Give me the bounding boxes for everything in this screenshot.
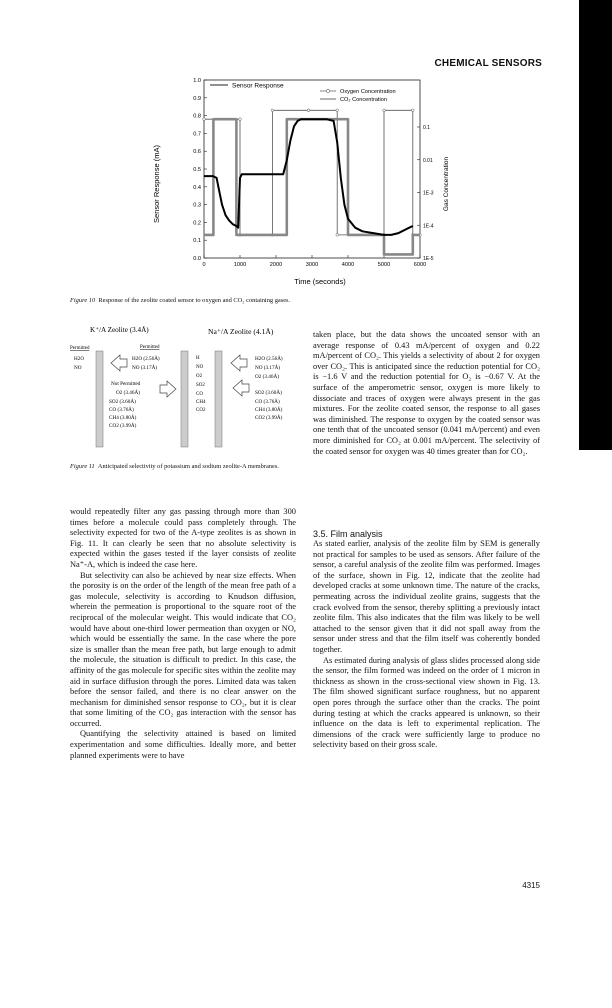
- na-np-co2: CO2 (3.99Å): [255, 415, 283, 421]
- na-permitted-o2: O2 (3.46Å): [255, 374, 279, 380]
- oxygen-point: [271, 109, 274, 112]
- section-header: CHEMICAL SENSORS: [434, 58, 542, 69]
- figure-11-diagram: [70, 322, 300, 452]
- na-np-ch4: CH4 (3.80Å): [255, 407, 283, 413]
- k-np-ch4: CH4 (3.80Å): [109, 415, 137, 421]
- na-arrow-left-icon-2: [233, 380, 249, 396]
- oxygen-point: [307, 109, 310, 112]
- oxygen-point: [239, 118, 242, 121]
- na-left-4: CO: [196, 392, 203, 397]
- x-tick-label: 6000: [413, 262, 427, 268]
- right-column-bottom: [313, 539, 540, 751]
- k-left-no: NO: [74, 365, 82, 371]
- page-number: 4315: [522, 881, 540, 890]
- figure-10-chart: [150, 72, 450, 290]
- x-axis-label: Time (seconds): [294, 277, 346, 286]
- oxygen-point: [336, 234, 339, 237]
- y-tick-label: 0.8: [193, 113, 201, 120]
- na-left-3: SO2: [196, 383, 205, 388]
- na-np-co: CO (3.76Å): [255, 399, 280, 405]
- k-not-permitted-heading: Not Permitted: [111, 381, 141, 387]
- oxygen-point: [336, 109, 339, 112]
- y-tick-label: 0.5: [193, 167, 201, 173]
- k-permitted-heading: Permitted: [140, 345, 160, 350]
- figure-10-caption: [70, 297, 510, 305]
- y-right-tick-label: 0.1: [423, 125, 430, 131]
- right-paragraph-2: As stated earlier, analysis of the zeolite film by SEM is generally not practical for samples to be used as sensors. After failure of the sensor, a careful analysis of the zeolite film was performed. Images of the surface, shown in Fig. 12, indicate that the zeolite had developed cracks at some unknown time. The nature of the cracks, permeating across the individual zeolite grains, suggests that the crack evolved from the sensor, thereby splitting a previously intact zeolite film. This also indicates that the film was likely to be well attached to the sensor given that it did not spall away from the sensor under stress and that the film itself was coherently bonded together.: [313, 539, 540, 654]
- y-right-tick-label: 1E-4: [423, 223, 434, 230]
- legend-co2: CO₂ Concentration: [340, 97, 387, 103]
- na-left-2: O2: [196, 374, 203, 379]
- na-arrow-left-icon: [231, 355, 247, 371]
- oxygen-point: [412, 109, 415, 112]
- right-paragraph-3: As estimated during analysis of glass slides processed along side the sensor, the film formed was indeed on the order of 1 micron in thickness as shown in the cross-sectional view shown in Fig. 13. The film showed significant surface roughness, but no apparent open pores through the surface other than the cracks. The point during testing at which the cracks appeared is unknown, so their influence on the data is left to experimental replication. The dimensions of the crack were sufficiently large to produce no selectivity based on their gross scale.: [313, 655, 541, 750]
- k-arrow-right-icon: [160, 381, 176, 397]
- y-tick-label: 0.3: [193, 202, 201, 209]
- legend-sensor: Sensor Response: [232, 82, 284, 90]
- figure-11-label: Figure 11: [70, 463, 95, 470]
- y-tick-label: 0.9: [193, 95, 201, 102]
- y-tick-label: 0.7: [193, 131, 201, 138]
- thumb-tab: [579, 0, 612, 450]
- x-tick-label: 4000: [341, 262, 355, 268]
- y-axis-label: Sensor Response (mA): [152, 145, 161, 223]
- k-np-o2: O2 (3.46Å): [116, 390, 140, 396]
- na-np-so2: SO2 (3.60Å): [255, 390, 282, 396]
- na-left-0: H: [196, 356, 200, 361]
- x-tick-label: 0: [202, 262, 206, 268]
- legend-marker-oxygen: [326, 89, 329, 92]
- k-np-co2: CO2 (3.99Å): [109, 423, 137, 429]
- legend-oxygen: Oxygen Concentration: [340, 89, 396, 95]
- k-left-h2o: H2O: [74, 356, 85, 362]
- y-tick-label: 0.0: [193, 256, 201, 262]
- oxygen-point: [203, 118, 206, 121]
- left-column: [70, 507, 296, 761]
- y-tick-label: 0.4: [193, 184, 201, 191]
- k-np-so2: SO2 (3.60Å): [109, 399, 136, 405]
- figure-11-caption: [70, 463, 302, 471]
- k-permitted-h2o: H2O (2.56Å): [132, 356, 160, 362]
- figure-10-caption-text: Response of the zeolite coated sensor to oxygen and CO₂ containing gases.: [98, 297, 291, 304]
- x-tick-label: 2000: [269, 262, 283, 268]
- right-column-top: [313, 330, 540, 457]
- na-left-6: CO2: [196, 408, 206, 413]
- y-tick-label: 1.0: [193, 78, 201, 84]
- na-zeolite-title: Na⁺/A Zeolite (4.1Å): [208, 327, 274, 336]
- figure-11-caption-text: Anticipated selectivity of potassium and sodium zeolite-A membranes.: [97, 463, 279, 470]
- x-tick-label: 1000: [233, 262, 247, 268]
- left-paragraph-3: Quantifying the selectivity attained is based on limited experimentation and some difficulties. Ideally more, and better planned experiments were to have: [70, 729, 296, 760]
- y-right-tick-label: 1E-5: [423, 256, 434, 262]
- y-tick-label: 0.2: [193, 220, 201, 227]
- y-right-tick-label: 0.01: [423, 157, 433, 164]
- left-paragraph-2: But selectivity can also be achieved by near size effects. When the porosity is on the order of the length of the mean free path of a gas molecule, selectivity is according to Knudson diffusion, wherein the permeation is proportional to the square root of the reciprocal of the molecular weight. This would indicate that CO₂ would have about one-third lower permeation than oxygen or NO, which would be essentially the same. In the case where the pore size is smaller than the mean free path, but large enough to admit the molecule, the situation is difficult to predict. In this case, the affinity of the gas molecule for specific sites within the zeolite may aid in surface diffusion through the pores. Limited data was taken before the sensor failed, and there is no clear answer on the mechanism for diminished sensor response to CO₂, but it is clear that some limiting of the CO₂ gas interaction with the sensor has occurred.: [70, 570, 296, 728]
- y-right-axis-label: Gas Concentration: [443, 156, 450, 212]
- k-membrane: [96, 351, 103, 447]
- k-arrow-left-icon: [111, 355, 127, 371]
- left-paragraph-1: would repeatedly filter any gas passing through more than 300 times before a molecule could pass completely through. The selectivity expected for two of the A-type zeolites is as shown in Fig. 11. It can clearly be seen that no absolute selectivity is expected within the gases tested if the layer consists of zeolite Na⁺-A, which is indeed the case here.: [70, 507, 296, 569]
- na-left-5: CH4: [196, 400, 206, 405]
- na-permitted-h2o: H2O (2.56Å): [255, 356, 283, 362]
- oxygen-point: [383, 109, 386, 112]
- y-right-tick-label: 1E-3: [423, 190, 434, 197]
- k-zeolite-title: K⁺/A Zeolite (3.4Å): [90, 326, 149, 334]
- na-membrane-left: [181, 351, 188, 447]
- x-tick-label: 3000: [305, 262, 319, 268]
- section-heading: 3.5. Film analysis: [313, 529, 383, 539]
- na-membrane: [215, 351, 222, 447]
- y-tick-label: 0.6: [193, 149, 201, 156]
- k-permitted-no: NO (3.17Å): [132, 365, 158, 371]
- figure-10-label: Figure 10: [70, 297, 96, 304]
- right-paragraph-1: taken place, but the data shows the uncoated sensor with an average response of 0.43 mA/percent of oxygen and 0.22 mA/percent of CO₂. This yields a selectivity of about 2 for oxygen over CO₂. This is anticipated since the reduction potential for CO₂ is −1.6 V and the reduction potential for O₂ is −0.67 V. At the surface of the amperometric sensor, oxygen is more likely to dissociate and traces of oxygen were always present in the gas mixtures. For the zeolite coated sensor, the response to all gases was diminished. The response to oxygen by the coated sensor was one tenth that of the uncoated sensor (0.041 mA/percent) and even more diminished for CO₂ at 0.001 mA/percent. The selectivity of the coated sensor for oxygen was 40 times greater than for CO₂.: [313, 330, 540, 456]
- na-left-1: NO: [196, 365, 204, 370]
- k-permitted-left-heading: Permitted: [70, 346, 90, 351]
- x-tick-label: 5000: [377, 262, 391, 268]
- na-permitted-no: NO (3.17Å): [255, 365, 281, 371]
- y-tick-label: 0.1: [193, 238, 201, 245]
- k-np-co: CO (3.76Å): [109, 407, 134, 413]
